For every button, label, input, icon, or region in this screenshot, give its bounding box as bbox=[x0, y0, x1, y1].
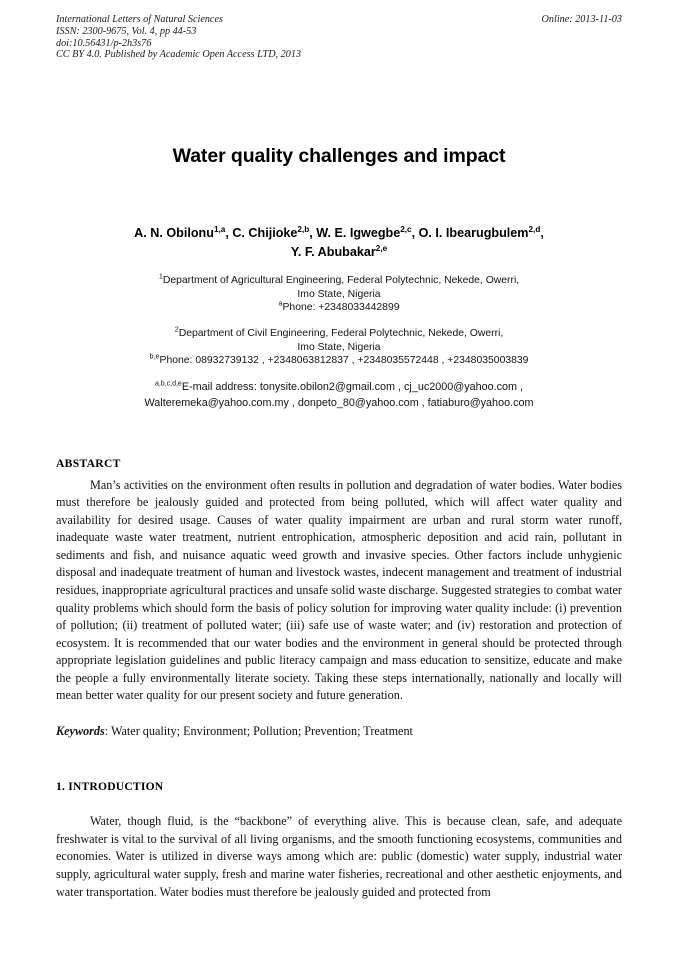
email-line-1 bbox=[56, 379, 622, 395]
author-affiliation-marker: 2,d bbox=[528, 225, 541, 234]
author-name: C. Chijioke bbox=[232, 226, 298, 241]
abstract-text: Man’s activities on the environment often results in pollution and degradation of water bodies. Water bodies must therefore be jealously guided and protected from being polluted, which will affect water quality and availability for desired usage. Causes of water quality impairment are urban and rural storm water runoff, inadequate waste water treatment, nutrient entrophication, atmospheric deposition and acid rain, pollutant in sediments and fish, and nuisance aquatic weed growth and invasive species. Other factors include unhygienic disposal and inadequate treatment of human and livestock wastes, indecent management and treatment of industrial residues, inappropriate agricultural practices and unsafe solid waste discharge. Suggested strategies to combat water quality problems which should form the basis of policy solution for improving water quality include: (i) prevention of pollution; (ii) treatment of polluted water; (iii) safe use of waste water; and (iv) restoration and protection of ecosystem. It is recommended that our water bodies and the environment in general should be protected through appropriate legislation guidelines and public literacy campaign and mass education to sensitize, educate and make the people a fully environmentally literate society. Taking these steps internationally, nationally and locally will mean better water quality for our present society and future generation. bbox=[56, 477, 622, 703]
affiliation-text: Department of Agricultural Engineering, Federal Polytechnic, Nekede, Owerri, bbox=[162, 275, 520, 287]
author-separator: , bbox=[309, 226, 317, 241]
author-name: W. E. Igwegbe bbox=[316, 226, 401, 241]
author-line-1 bbox=[56, 224, 622, 243]
introduction-text: Water, though fluid, is the “backbone” of everything alive. This is because clean, safe, and adequate freshwater is vital to the survival of all living organisms, and the smooth functioning ecosystems, communities and economies. Water is utilized in diverse ways among which are: public (domestic) water supply, industrial water supply, agricultural water supply, fresh and marine water fisheries, recreational and other aesthetic enjoyments, and water transportation. Water bodies must therefore be jealously guided and protected from bbox=[56, 814, 622, 899]
introduction-heading: 1. INTRODUCTION bbox=[56, 780, 164, 794]
author-affiliation-marker: 1,a bbox=[213, 225, 226, 234]
abstract-heading: ABSTARCT bbox=[56, 456, 121, 470]
email-marker: a,b,c,d,e bbox=[154, 380, 182, 388]
keywords-values: Water quality; Environment; Pollution; Prevention; Treatment bbox=[110, 723, 413, 738]
affiliation-block-2 bbox=[56, 324, 622, 368]
author-name: O. I. Ibearugbulem bbox=[418, 226, 529, 241]
author-separator: , bbox=[411, 226, 419, 241]
journal-doi: doi:10.56431/p-2h3s76 bbox=[56, 37, 152, 49]
author-list bbox=[56, 224, 622, 262]
affiliation-marker: 1 bbox=[158, 271, 163, 281]
keywords-separator: : bbox=[104, 723, 111, 738]
author-affiliation-marker: 2,b bbox=[297, 225, 310, 234]
author-name: Y. F. Abubakar bbox=[290, 245, 376, 260]
keywords-line bbox=[56, 723, 622, 741]
affiliation-line bbox=[56, 271, 622, 288]
author-separator: , bbox=[540, 226, 544, 241]
contact-text: Phone: +2348033442899 bbox=[282, 302, 400, 314]
author-affiliation-marker: 2,e bbox=[375, 244, 388, 253]
author-affiliation-marker: 2,c bbox=[400, 225, 412, 234]
contact-text: Phone: 08932739132 , +2348063812837 , +2348035572448 , +2348035003839 bbox=[159, 355, 529, 367]
keywords-label: Keywords bbox=[56, 723, 105, 738]
affiliation-line: Imo State, Nigeria bbox=[297, 341, 381, 353]
author-separator: , bbox=[225, 226, 233, 241]
author-name: A. N. Obilonu bbox=[134, 226, 214, 241]
affiliation-contact bbox=[56, 351, 622, 368]
journal-header bbox=[56, 14, 622, 61]
journal-name: International Letters of Natural Sciences bbox=[56, 14, 223, 25]
author-entry bbox=[316, 226, 418, 240]
page-title: Water quality challenges and impact bbox=[172, 145, 506, 168]
affiliation-line: Imo State, Nigeria bbox=[297, 288, 381, 300]
author-entry bbox=[134, 226, 232, 240]
contact-marker: a bbox=[278, 298, 283, 308]
page-content bbox=[56, 14, 622, 901]
author-entry bbox=[419, 226, 544, 240]
affiliation-block-1 bbox=[56, 271, 622, 315]
email-text: E-mail address: tonysite.obilon2@gmail.com , cj_uc2000@yahoo.com , bbox=[181, 380, 524, 393]
contact-marker: b,e bbox=[149, 351, 160, 361]
affiliation-text: Department of Civil Engineering, Federal Polytechnic, Nekede, Owerri, bbox=[178, 327, 504, 339]
email-block bbox=[56, 379, 622, 411]
email-line-2: Walteremeka@yahoo.com.my , donpeto_80@yahoo.com , fatiaburo@yahoo.com bbox=[144, 396, 534, 409]
journal-license: CC BY 4.0. Published by Academic Open Access LTD, 2013 bbox=[56, 49, 302, 61]
journal-issn: ISSN: 2300-9675, Vol. 4, pp 44-53 bbox=[56, 25, 197, 37]
author-entry bbox=[232, 226, 316, 240]
author-line-2 bbox=[56, 243, 622, 262]
author-entry bbox=[291, 245, 387, 259]
affiliation-line bbox=[56, 324, 622, 341]
affiliation-marker: 2 bbox=[174, 324, 179, 334]
affiliation-contact bbox=[56, 298, 622, 315]
online-date: Online: 2013-11-03 bbox=[541, 14, 622, 25]
